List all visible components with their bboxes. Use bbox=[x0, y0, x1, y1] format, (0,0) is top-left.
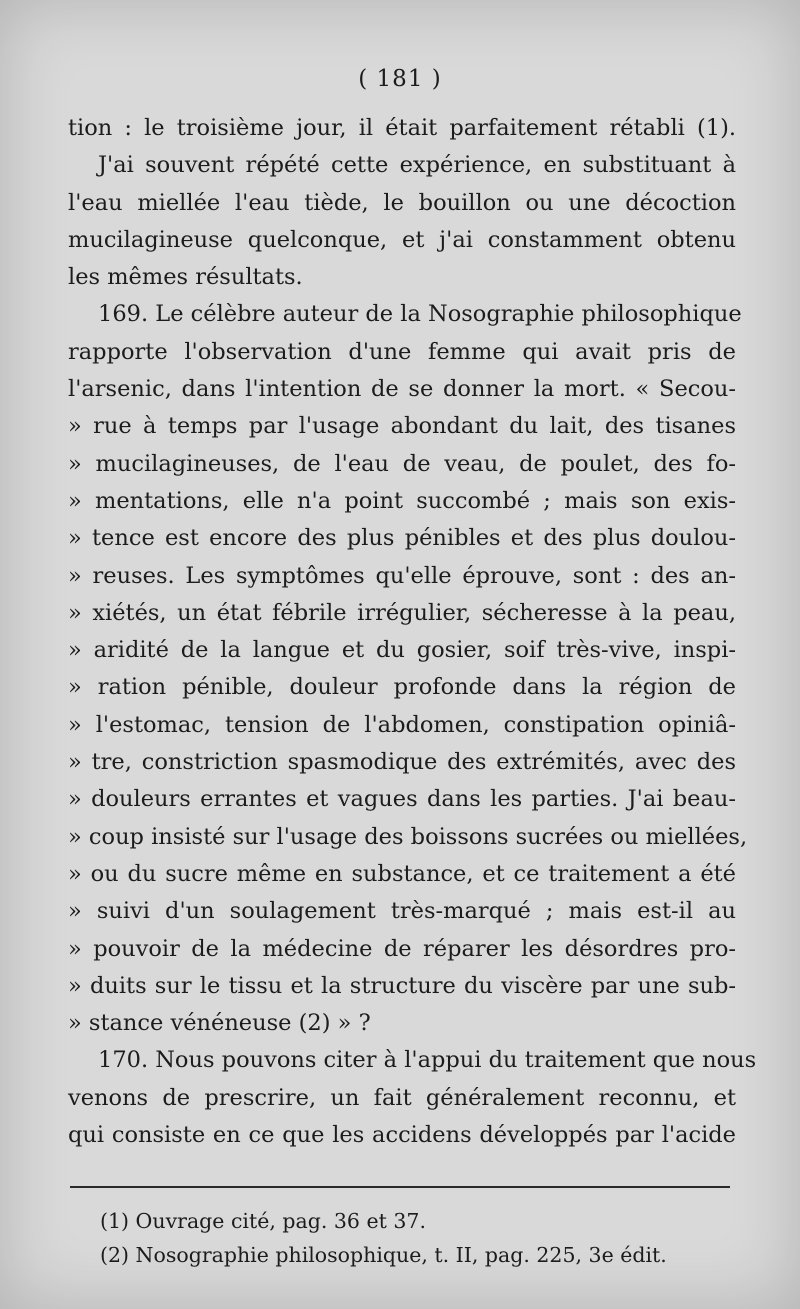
text-line: J'ai souvent répété cette expérience, en substituant à bbox=[98, 152, 736, 179]
paragraph-169-start: 169. Le célèbre auteur de la Nosographie philosophique bbox=[98, 301, 742, 328]
text-line: tion : le troisième jour, il était parfaitement rétabli (1). bbox=[68, 115, 736, 141]
quote-line: » douleurs errantes et vagues dans les parties. J'ai beau- bbox=[68, 786, 736, 813]
footnote-2: (2) Nosographie philosophique, t. II, pag. 225, 3e édit. bbox=[100, 1243, 667, 1267]
quote-line: » ou du sucre même en substance, et ce traitement a été bbox=[68, 860, 736, 887]
quote-line: » mentations, elle n'a point succombé ; mais son exis- bbox=[68, 487, 736, 514]
footnote-divider bbox=[70, 1186, 730, 1188]
text-line: mucilagineuse quelconque, et j'ai constamment obtenu bbox=[68, 226, 736, 253]
quote-line: » rue à temps par l'usage abondant du lait, des tisanes bbox=[68, 413, 736, 440]
quote-line: » coup insisté sur l'usage des boissons sucrées ou miellées, bbox=[68, 823, 748, 850]
footnotes bbox=[100, 1204, 730, 1272]
quote-line: » ration pénible, douleur profonde dans la région de bbox=[68, 674, 736, 701]
quote-line: » tence est encore des plus pénibles et des plus doulou- bbox=[68, 525, 736, 552]
text-line: qui consiste en ce que les accidens développés par l'acide bbox=[68, 1122, 736, 1149]
paragraph-170-start: 170. Nous pouvons citer à l'appui du traitement que nous bbox=[98, 1047, 757, 1074]
quote-line: » l'estomac, tension de l'abdomen, constipation opiniâ- bbox=[68, 711, 736, 738]
quote-line: » aridité de la langue et du gosier, soif très-vive, inspi- bbox=[68, 637, 736, 664]
quote-line: » tre, constriction spasmodique des extrémités, avec des bbox=[68, 749, 736, 776]
text-line: rapporte l'observation d'une femme qui avait pris de bbox=[68, 338, 736, 365]
body-text bbox=[68, 110, 757, 1154]
text-line: l'arsenic, dans l'intention de se donner la mort. « Secou- bbox=[68, 376, 736, 403]
text-line: l'eau miellée l'eau tiède, le bouillon ou une décoction bbox=[68, 189, 736, 216]
quote-line: » suivi d'un soulagement très-marqué ; mais est-il au bbox=[68, 898, 736, 925]
text-line: les mêmes résultats. bbox=[68, 264, 303, 291]
page-number: ( 181 ) bbox=[358, 66, 442, 92]
quote-line: » reuses. Les symptômes qu'elle éprouve, sont : des an- bbox=[68, 562, 736, 589]
text-line: venons de prescrire, un fait généralement reconnu, et bbox=[68, 1084, 736, 1111]
quote-line: » duits sur le tissu et la structure du viscère par une sub- bbox=[68, 972, 736, 999]
footnote-1: (1) Ouvrage cité, pag. 36 et 37. bbox=[100, 1209, 426, 1233]
quote-line: » mucilagineuses, de l'eau de veau, de poulet, des fo- bbox=[68, 450, 736, 477]
quote-line: » stance vénéneuse (2) » ? bbox=[68, 1010, 371, 1037]
quote-line: » xiétés, un état fébrile irrégulier, sécheresse à la peau, bbox=[68, 599, 736, 626]
quote-line: » pouvoir de la médecine de réparer les désordres pro- bbox=[68, 935, 736, 962]
